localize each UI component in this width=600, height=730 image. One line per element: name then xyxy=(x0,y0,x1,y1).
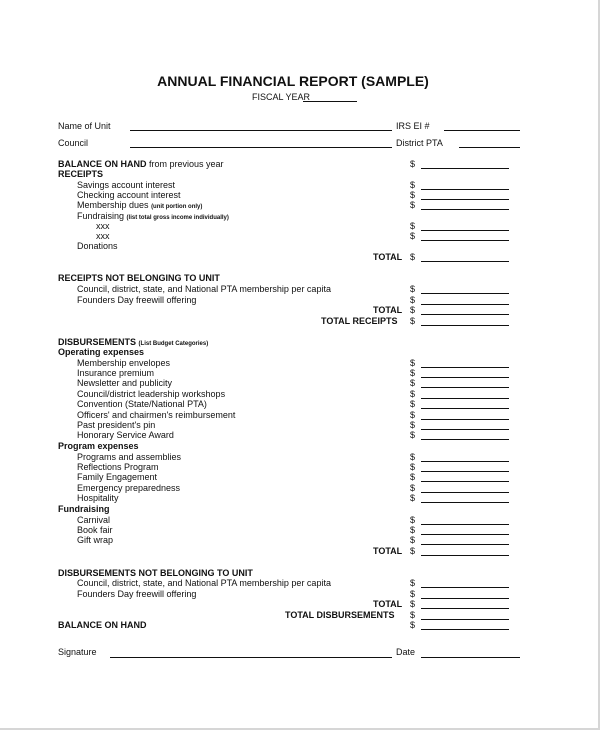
amount-field[interactable] xyxy=(421,209,509,210)
balance-on-hand-final-label: BALANCE ON HAND xyxy=(58,620,147,630)
disbursement-nb-item: Founders Day freewill offering xyxy=(77,589,197,599)
dollar-sign: $ xyxy=(410,524,416,535)
disbursement-item: Book fair xyxy=(77,524,113,535)
dollar-sign: $ xyxy=(410,451,416,462)
signature-label: Signature xyxy=(58,647,97,657)
disbursement-item: Insurance premium xyxy=(77,367,155,378)
total-receipts-label: TOTAL RECEIPTS xyxy=(321,316,398,326)
district-pta-field[interactable] xyxy=(459,147,520,148)
document-title: ANNUAL FINANCIAL REPORT (SAMPLE) xyxy=(157,73,429,89)
disbursement-item: Honorary Service Award xyxy=(77,430,174,441)
dollar-sign: $ xyxy=(410,378,416,389)
total-receipts-field[interactable] xyxy=(421,325,509,326)
council-label: Council xyxy=(58,138,89,148)
amount-field[interactable] xyxy=(421,492,509,493)
operating-expenses-heading: Operating expenses xyxy=(58,347,145,357)
disbursement-item: Reflections Program xyxy=(77,461,159,472)
dollar-sign: $ xyxy=(410,493,416,504)
balance-on-hand-label: BALANCE ON HAND xyxy=(58,159,147,169)
amount-field[interactable] xyxy=(421,598,509,599)
dollar-sign: $ xyxy=(410,610,416,620)
membership-note: (unit portion only) xyxy=(151,204,203,210)
disbursements-not-belonging-heading: DISBURSEMENTS NOT BELONGING TO UNIT xyxy=(58,568,253,578)
receipts-not-belonging-heading: RECEIPTS NOT BELONGING TO UNIT xyxy=(58,273,220,283)
receipt-item-xxx: xxx xyxy=(96,221,110,231)
dollar-sign: $ xyxy=(410,284,416,294)
receipt-item-xxx: xxx xyxy=(96,231,110,241)
disbursement-item: Gift wrap xyxy=(77,535,114,546)
amount-field[interactable] xyxy=(421,587,509,588)
receipt-item-label: Fundraising xyxy=(77,211,125,221)
amount-field[interactable] xyxy=(421,293,509,294)
fiscal-year-field[interactable] xyxy=(303,101,357,102)
disbursement-item: Newsletter and publicity xyxy=(77,378,173,389)
amount-field[interactable] xyxy=(421,240,509,241)
amount-field[interactable] xyxy=(421,534,509,535)
receipts-heading: RECEIPTS xyxy=(58,169,104,179)
dollar-sign: $ xyxy=(410,472,416,483)
disbursements-note: (List Budget Categories) xyxy=(138,341,209,347)
amount-field[interactable] xyxy=(421,471,509,472)
fiscal-year-label: FISCAL YEAR xyxy=(252,92,311,102)
receipts-total-label: TOTAL xyxy=(373,252,403,262)
disbursement-item: Membership envelopes xyxy=(77,357,171,368)
amount-field[interactable] xyxy=(421,367,509,368)
amount-field[interactable] xyxy=(421,429,509,430)
amount-field[interactable] xyxy=(421,377,509,378)
date-label: Date xyxy=(396,647,416,657)
disbursement-nb-item: Council, district, state, and National PTA membership per capita xyxy=(77,578,331,588)
amount-field[interactable] xyxy=(421,199,509,200)
amount-field[interactable] xyxy=(421,461,509,462)
dollar-sign: $ xyxy=(410,589,416,599)
disbursement-item: Programs and assemblies xyxy=(77,451,182,462)
disbursement-item: Past president's pin xyxy=(77,419,156,430)
dollar-sign: $ xyxy=(410,159,416,169)
fundraising-heading: Fundraising xyxy=(58,504,110,514)
dollar-sign: $ xyxy=(410,367,416,378)
balance-on-hand-final-field[interactable] xyxy=(421,629,509,630)
program-expenses-heading: Program expenses xyxy=(58,441,139,451)
fundraising-note: (list total gross income individually) xyxy=(126,215,229,221)
disbursement-item: Convention (State/National PTA) xyxy=(77,399,207,410)
dollar-sign: $ xyxy=(410,231,416,241)
receipt-nb-item: Council, district, state, and National PTA membership per capita xyxy=(77,284,331,294)
disbursements-nb-total-label: TOTAL xyxy=(373,599,403,609)
dollar-sign: $ xyxy=(410,388,416,399)
receipt-item: Checking account interest xyxy=(77,190,181,200)
dollar-sign: $ xyxy=(410,295,416,305)
dollar-sign: $ xyxy=(410,357,416,368)
dollar-sign: $ xyxy=(410,535,416,546)
dollar-sign: $ xyxy=(410,399,416,410)
balance-on-hand-suffix: from previous year xyxy=(149,159,224,169)
dollar-sign: $ xyxy=(410,578,416,588)
irs-ei-label: IRS EI # xyxy=(396,121,430,131)
disbursements-total-label: TOTAL xyxy=(373,546,403,556)
amount-field[interactable] xyxy=(421,168,509,169)
receipt-item: Savings account interest xyxy=(77,180,176,190)
date-field[interactable] xyxy=(421,657,520,658)
amount-field[interactable] xyxy=(421,544,509,545)
amount-field[interactable] xyxy=(421,419,509,420)
dollar-sign: $ xyxy=(410,419,416,430)
council-field[interactable] xyxy=(130,147,392,148)
signature-field[interactable] xyxy=(110,657,392,658)
disbursement-item: Officers' and chairmen's reimbursement xyxy=(77,409,236,420)
receipt-nb-item: Founders Day freewill offering xyxy=(77,295,197,305)
amount-field[interactable] xyxy=(421,502,509,503)
dollar-sign: $ xyxy=(410,546,416,556)
receipts-nb-total-label: TOTAL xyxy=(373,305,403,315)
dollar-sign: $ xyxy=(410,461,416,472)
dollar-sign: $ xyxy=(410,482,416,493)
amount-field[interactable] xyxy=(421,387,509,388)
amount-field[interactable] xyxy=(421,398,509,399)
name-of-unit-field[interactable] xyxy=(130,130,392,131)
dollar-sign: $ xyxy=(410,221,416,231)
amount-field[interactable] xyxy=(421,524,509,525)
disbursement-item: Family Engagement xyxy=(77,472,158,483)
disbursement-item: Hospitality xyxy=(77,493,119,504)
name-of-unit-label: Name of Unit xyxy=(58,121,111,131)
dollar-sign: $ xyxy=(410,316,416,326)
disbursement-item: Council/district leadership workshops xyxy=(77,388,226,399)
disbursement-item: Emergency preparedness xyxy=(77,482,181,493)
amount-field[interactable] xyxy=(421,481,509,482)
disbursements-nb-total-field[interactable] xyxy=(421,608,509,609)
dollar-sign: $ xyxy=(410,620,416,630)
receipts-total-field[interactable] xyxy=(421,261,509,262)
district-pta-label: District PTA xyxy=(396,138,443,148)
receipt-item: Donations xyxy=(77,241,118,251)
dollar-sign: $ xyxy=(410,200,416,210)
amount-field[interactable] xyxy=(421,189,509,190)
dollar-sign: $ xyxy=(410,409,416,420)
dollar-sign: $ xyxy=(410,430,416,441)
amount-field[interactable] xyxy=(421,304,509,305)
disbursements-heading: DISBURSEMENTS xyxy=(58,337,137,347)
disbursement-item: Carnival xyxy=(77,514,111,525)
receipts-nb-total-field[interactable] xyxy=(421,314,509,315)
dollar-sign: $ xyxy=(410,180,416,190)
dollar-sign: $ xyxy=(410,514,416,525)
dollar-sign: $ xyxy=(410,252,416,262)
disbursements-total-field[interactable] xyxy=(421,555,509,556)
amount-field[interactable] xyxy=(421,439,509,440)
amount-field[interactable] xyxy=(421,408,509,409)
irs-ei-field[interactable] xyxy=(444,130,520,131)
dollar-sign: $ xyxy=(410,599,416,609)
receipt-item-label: Membership dues xyxy=(77,200,149,210)
total-disbursements-label: TOTAL DISBURSEMENTS xyxy=(285,610,395,620)
amount-field[interactable] xyxy=(421,230,509,231)
dollar-sign: $ xyxy=(410,305,416,315)
dollar-sign: $ xyxy=(410,190,416,200)
total-disbursements-field[interactable] xyxy=(421,619,509,620)
